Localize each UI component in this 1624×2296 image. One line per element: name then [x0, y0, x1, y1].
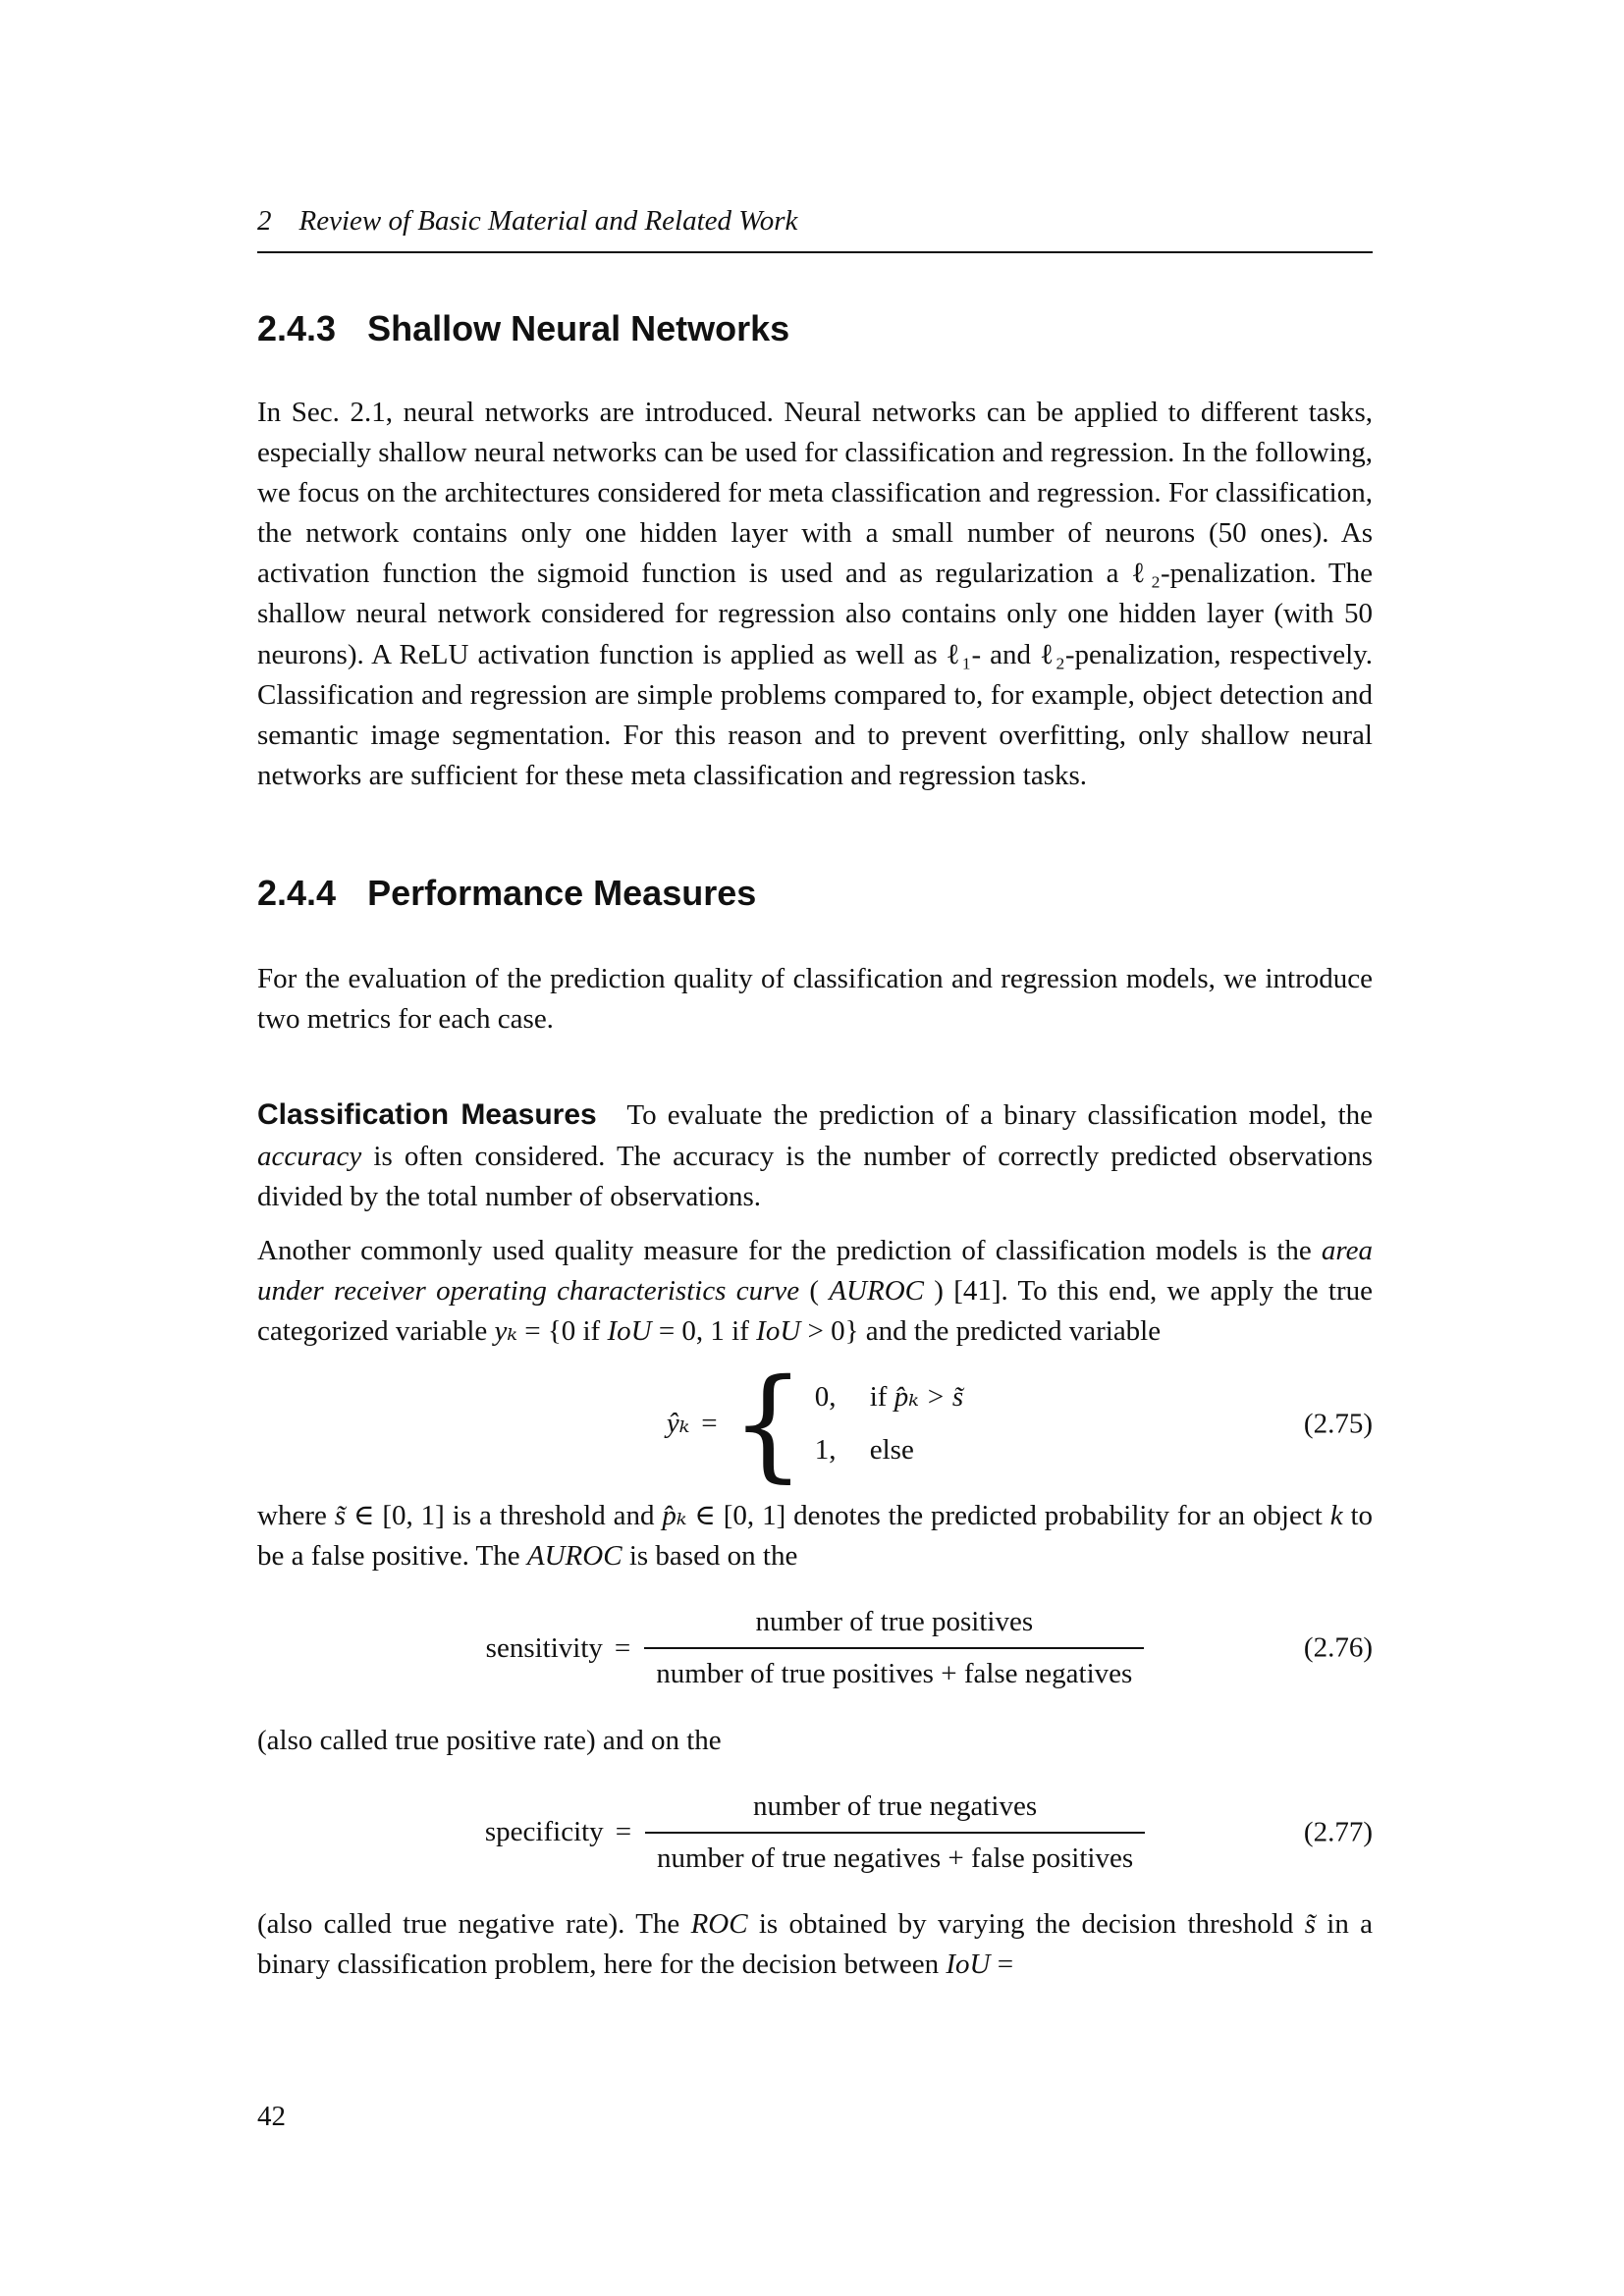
running-header [257, 201, 1373, 253]
case-value: 0, [814, 1381, 837, 1414]
running-header-chapter-number: 2 [257, 205, 272, 237]
paragraph-text: In Sec. 2.1, neural networks are introduced. Neural networks can be applied to different tasks, especially shallow neural networks can be used for classification and regression. In the following, we focus on the architectures considered for meta classification and regression. For classification, the network contains only one hidden layer with a small number of neurons (50 ones). As activation function the sigmoid function is used and as regularization a ℓ₂-penalization. The shallow neural network considered for regression also contains only one hidden layer (with 50 neurons). A ReLU activation function is applied as well as ℓ₁- and ℓ₂-penalization, respectively. Classification and regression are simple problems compared to, for example, object detection and semantic image segmentation. For this reason and to prevent overfitting, only shallow neural networks are sufficient for these meta classification and regression tasks. [257, 396, 1373, 792]
paragraph-segment: Another commonly used quality measure for the prediction of classification models is the [257, 1234, 1322, 1266]
paragraph-segment: (also called true negative rate). The [257, 1908, 691, 1941]
paragraph-segment: is often considered. The accuracy is the number of correctly predicted observations divided by the total number of observations. [257, 1140, 1373, 1212]
math-variable-yk: yₖ [494, 1315, 517, 1348]
roc-term: ROC [690, 1908, 748, 1941]
accuracy-term: accuracy [257, 1140, 362, 1172]
paragraph-auroc [257, 1231, 1373, 1353]
auroc-abbrev: AUROC [829, 1275, 925, 1308]
paragraph-segment: in a binary classification problem, here for the decision between [257, 1908, 1373, 1981]
paragraph-threshold [257, 1496, 1373, 1576]
paragraph-segment: ) [41]. To this end, we apply the true categorized variable [257, 1275, 1374, 1348]
paragraph-segment: is obtained by varying the decision threshold [758, 1908, 1305, 1941]
case-condition [870, 1377, 963, 1417]
equation-lhs: ŷₖ [666, 1408, 690, 1440]
fraction-denominator: number of true negatives + false positives [645, 1832, 1145, 1879]
section-heading-2-4-4 [257, 873, 1373, 913]
paragraph-classification-measures [257, 1095, 1373, 1217]
case-condition: else [869, 1433, 914, 1466]
paragraph-segment: > 0} and the predicted variable [807, 1315, 1162, 1348]
paragraph-segment: to be a false positive. The [257, 1499, 1374, 1573]
cases-expression [731, 1353, 964, 1495]
section-title: Performance Measures [367, 873, 757, 914]
math-variable-iou: IoU [607, 1315, 652, 1348]
condition-math: p̂ₖ > s̃ [893, 1381, 964, 1414]
equation-number-2-77: (2.77) [1303, 1816, 1373, 1848]
fraction [644, 1602, 1144, 1694]
cases-rows [815, 1377, 963, 1469]
paragraph-segment: = 0, 1 if [658, 1315, 757, 1348]
paragraph-segment: where [257, 1499, 335, 1531]
paragraph-segment: ∈ [0, 1] is a threshold and [352, 1499, 663, 1531]
equals-sign: = [615, 1816, 632, 1848]
math-variable-iou: IoU [756, 1315, 801, 1348]
equation-2-75 [257, 1353, 1373, 1495]
paragraph-text: For the evaluation of the prediction quality of classification and regression models, we introduce two metrics for each case. [257, 962, 1373, 1035]
paragraph-shallow-networks [257, 393, 1373, 797]
paragraph-tpr-note [257, 1721, 1373, 1761]
auroc-abbrev: AUROC [526, 1540, 623, 1573]
paragraph-segment: = [997, 1949, 1014, 1981]
paragraph-segment: is based on the [628, 1540, 798, 1573]
math-variable-k: k [1329, 1499, 1343, 1531]
math-variable-iou: IoU [946, 1949, 991, 1981]
section-number: 2.4.3 [257, 308, 337, 349]
paragraph-segment: ∈ [0, 1] denotes the predicted probability for an object [694, 1499, 1330, 1531]
equation-2-76 [257, 1602, 1373, 1694]
case-value: 1, [814, 1433, 837, 1466]
equals-sign: = [614, 1631, 631, 1664]
section-title: Shallow Neural Networks [367, 308, 790, 349]
case-row [815, 1377, 963, 1417]
section-heading-2-4-3 [257, 308, 1373, 348]
paragraph-segment: To evaluate the prediction of a binary classification model, the [626, 1099, 1373, 1132]
math-variable-p-hat-k: p̂ₖ [662, 1499, 687, 1531]
fraction [645, 1787, 1145, 1879]
fraction-numerator: number of true negatives [753, 1789, 1038, 1822]
paragraph-segment: = {0 if [524, 1315, 608, 1348]
paragraph-text: (also called true positive rate) and on the [257, 1724, 722, 1756]
condition-prefix: if [869, 1381, 894, 1414]
page-number: 42 [257, 2100, 286, 2132]
paragraph-performance-intro [257, 959, 1373, 1040]
equation-2-77 [257, 1787, 1373, 1879]
fraction-numerator: number of true positives [755, 1606, 1034, 1638]
case-row [815, 1430, 963, 1470]
section-number: 2.4.4 [257, 873, 337, 914]
math-variable-s-tilde: s̃ [1304, 1908, 1316, 1941]
paragraph-segment: ( [809, 1275, 820, 1308]
equation-number-2-75: (2.75) [1303, 1408, 1373, 1440]
math-variable-s-tilde: s̃ [334, 1499, 347, 1531]
equation-lhs: sensitivity [485, 1631, 603, 1664]
equation-number-2-76: (2.76) [1303, 1631, 1373, 1664]
equation-lhs: specificity [484, 1816, 604, 1848]
auroc-term: area under receiver operating characteristics curve [257, 1234, 1373, 1308]
equals-sign: = [701, 1408, 718, 1440]
runin-heading-classification-measures: Classification Measures [257, 1098, 597, 1132]
fraction-denominator: number of true positives + false negatives [644, 1647, 1144, 1694]
running-header-title: Review of Basic Material and Related Work [298, 205, 798, 237]
paragraph-closing [257, 1904, 1373, 1985]
cases-brace: { [731, 1353, 805, 1495]
